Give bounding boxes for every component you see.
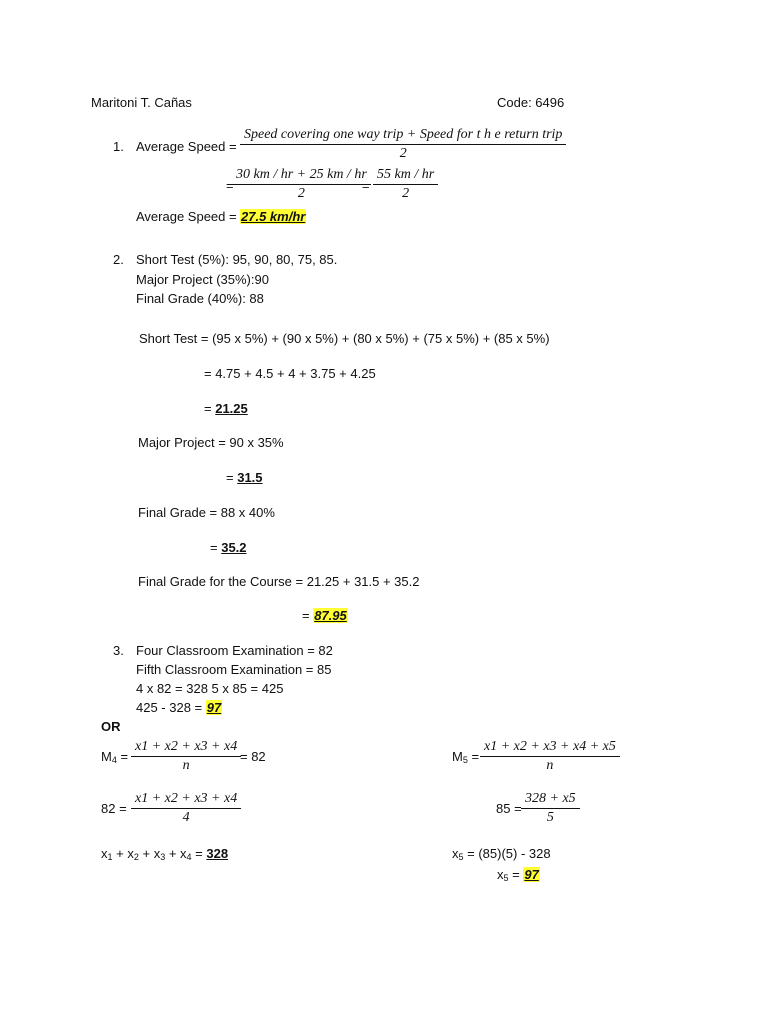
q3-m5-label-line <box>452 749 479 768</box>
q3-m4-denominator: n <box>182 758 190 773</box>
q3-m4-label-line <box>101 749 128 768</box>
q3-number: 3. <box>113 643 124 658</box>
q2-major-project-result-line <box>226 470 263 486</box>
q3-line1: Four Classroom Examination = 82 <box>136 643 333 658</box>
q2-line2: Major Project (35%):90 <box>136 272 269 287</box>
q3-m4-numerator: x1 + x2 + x3 + x4 <box>131 738 241 757</box>
q3-sum-line: $x_1 + x_2 + x_3 + x_4 = 328$ <box>101 846 229 862</box>
q1-step2-fraction <box>373 166 438 203</box>
q3-m4-value: = 82 <box>240 749 266 764</box>
q1-result: 27.5 km/hr <box>241 209 306 224</box>
q2-course-result: 87.95 <box>314 608 347 623</box>
q3-x5-var: $x_5$ <box>452 846 464 862</box>
q2-short-test-step: = 4.75 + 4.5 + 4 + 3.75 + 4.25 <box>204 366 376 381</box>
q2-short-test-result-line <box>204 401 248 417</box>
q2-final-grade-result-line <box>210 540 247 556</box>
q1-eq2: = <box>362 178 370 193</box>
q3-m4-label: M <box>101 749 112 764</box>
q2-line3: Final Grade (40%): 88 <box>136 291 264 306</box>
q2-final-grade-formula: Final Grade = 88 x 40% <box>138 505 275 520</box>
q3-sum-x1: $x_1$ <box>101 846 113 862</box>
q2-number: 2. <box>113 252 124 267</box>
q2-major-project-result: 31.5 <box>237 470 263 485</box>
q3-right-eq-label: 85 = <box>496 801 522 816</box>
q1-label: Average Speed = <box>136 139 237 154</box>
q3-m5-numerator: x1 + x2 + x3 + x4 + x5 <box>480 738 620 757</box>
q2-short-test-result: 21.25 <box>215 401 248 416</box>
q3-right-eq-numerator: 328 + x5 <box>521 790 580 809</box>
q3-line2: Fifth Classroom Examination = 85 <box>136 662 332 677</box>
q2-course-result-line <box>302 608 348 624</box>
q3-x5-line2 <box>497 867 540 886</box>
q1-number: 1. <box>113 139 124 154</box>
q2-line1: Short Test (5%): 95, 90, 80, 75, 85. <box>136 252 338 267</box>
q1-formula-denominator: 2 <box>399 146 407 161</box>
q2-short-test-eq: = <box>204 401 212 416</box>
q1-formula-numerator: Speed covering one way trip + Speed for t h e return trip <box>240 126 566 145</box>
q2-final-grade-result: 35.2 <box>221 540 247 555</box>
q1-eq1: = <box>226 178 234 193</box>
q2-final-grade-eq: = <box>210 540 218 555</box>
q2-short-test-formula: Short Test = (95 x 5%) + (90 x 5%) + (80 x 5%) + (75 x 5%) + (85 x 5%) <box>139 331 550 346</box>
student-code: Code: 6496 <box>497 95 565 110</box>
q3-line3: 4 x 82 = 328 5 x 85 = 425 <box>136 681 284 696</box>
q3-m4-sub: 4 <box>111 755 117 765</box>
q3-m5-denominator: n <box>546 758 554 773</box>
q3-x5-line1-text: = (85)(5) - 328 <box>467 846 551 861</box>
q3-m4-fraction <box>131 738 241 775</box>
q3-m4-eq: = <box>120 749 129 764</box>
q3-right-eq-fraction <box>521 790 580 827</box>
q1-result-wrap <box>240 209 306 225</box>
q3-or: OR <box>101 719 121 734</box>
q3-sum-x3: $x_3$ <box>153 846 166 862</box>
q3-line4-result: 97 <box>206 700 222 715</box>
q1-step2-denominator: 2 <box>402 186 410 201</box>
q2-major-project-eq: = <box>226 470 234 485</box>
q3-x5-result: 97 <box>524 867 539 882</box>
q2-course-formula: Final Grade for the Course = 21.25 + 31.5 + 35.2 <box>138 574 420 589</box>
q3-x5-line2-eq: = <box>512 867 520 882</box>
q3-left-eq-numerator: x1 + x2 + x3 + x4 <box>131 790 241 809</box>
q2-major-project-formula: Major Project = 90 x 35% <box>138 435 284 450</box>
q3-left-eq-fraction <box>131 790 241 827</box>
q1-step-numerator: 30 km / hr + 25 km / hr <box>232 166 371 185</box>
q3-right-eq-denominator: 5 <box>546 810 554 825</box>
q1-step2-numerator: 55 km / hr <box>373 166 438 185</box>
q2-course-eq: = <box>302 608 310 623</box>
q3-sum-result: 328 <box>206 846 229 861</box>
q3-left-eq-label: 82 = <box>101 801 127 816</box>
q1-result-label: Average Speed = <box>136 209 237 224</box>
q3-line4 <box>136 700 222 716</box>
q3-x5-var2: $x_5$ <box>497 867 509 883</box>
q3-sum-x4: $x_4$ <box>180 846 192 862</box>
q3-m5-sub: 5 <box>462 755 468 765</box>
q3-sum-x2: $x_2$ <box>127 846 139 862</box>
q1-formula-fraction <box>240 126 566 163</box>
q1-step-fraction <box>232 166 371 203</box>
q3-x5-line1 <box>452 846 551 865</box>
q1-step-denominator: 2 <box>297 186 305 201</box>
q3-left-eq-denominator: 4 <box>182 810 190 825</box>
q3-m5-fraction <box>480 738 620 775</box>
student-name: Maritoni T. Cañas <box>91 95 192 110</box>
q3-m5-eq: = <box>471 749 480 764</box>
q3-m5-label: M <box>452 749 463 764</box>
q3-line4-prefix: 425 - 328 = <box>136 700 203 715</box>
